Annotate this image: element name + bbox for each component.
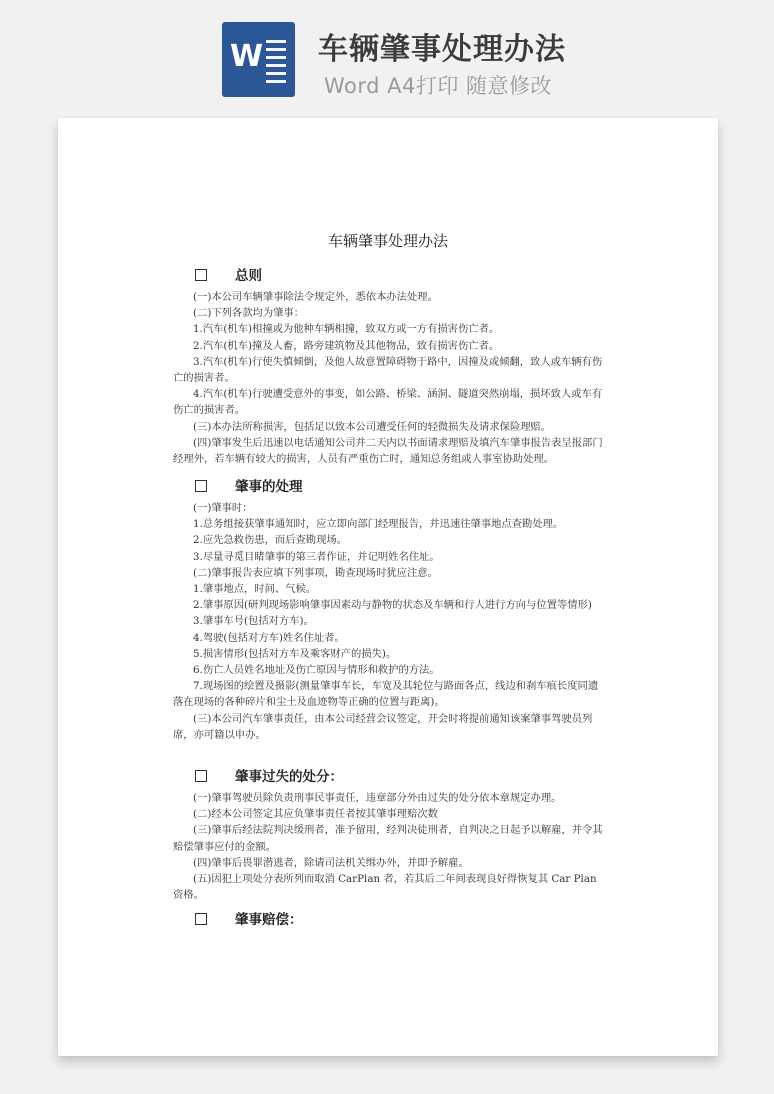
paragraph: (三)本公司汽车肇事责任，由本公司经营会议签定，开会时将提前通知该案肇事驾驶员列席，亦可籍以申办。	[173, 712, 593, 741]
checkbox-square-icon	[195, 480, 207, 492]
word-letter: W	[230, 39, 264, 74]
paragraph: (二)肇事报告表应填下列事项，勘查现场时犹应注意。	[193, 566, 438, 579]
paragraph: 2.应先急救伤患，而后查勘现场。	[193, 534, 347, 547]
paragraph: 6.伤亡人员姓名地址及伤亡原因与情形和救护的方法。	[193, 664, 440, 677]
word-icon-lines	[266, 40, 286, 88]
checkbox-square-icon	[195, 269, 207, 281]
document-page	[58, 118, 718, 1056]
paragraph: 3.汽车(机车)行使失慎倾倒，及他人故意置障碍物于路中，因撞及或倾翻，致人或车辆有伤亡的损害者。	[173, 355, 603, 385]
paragraph: 5.损害情形(包括对方车及乘客财产的损失)。	[193, 647, 397, 660]
paragraph: (五)因犯上项处分表所列而取消 CarPlan 者，若其后二年间表现良好得恢复其 Car Plan 资格。	[173, 873, 597, 902]
document-title: 车辆肇事处理办法	[327, 232, 448, 250]
section-heading-handling: 肇事的处理	[195, 475, 303, 495]
section-body-general	[173, 289, 603, 467]
paragraph: 3.肇事车号(包括对方车)。	[193, 615, 314, 628]
paragraph: 4.驾驶(包括对方车)姓名住址者。	[193, 631, 345, 644]
section-heading-general: 总则	[195, 264, 262, 284]
paragraph: (二)经本公司签定其应负肇事责任者按其肇事理赔次数	[193, 808, 438, 821]
paragraph: (二)下列各款均为肇事：	[193, 307, 305, 320]
section-heading-penalty: 肇事过失的处分：	[195, 765, 343, 785]
paragraph: 1.汽车(机车)相撞或为他种车辆相撞，致双方或一方有损害伤亡者。	[193, 323, 500, 336]
paragraph: 7.现场图的绘置及摄影(测量肇事车长，车宽及其轮位与路面各点，线边和刹车痕长度同遗落在现场的各种碎片和尘土及血迹物等正确的位置与距离)。	[173, 680, 599, 709]
header-title: 车辆肇事处理办法	[318, 32, 566, 67]
checkbox-square-icon	[195, 770, 207, 782]
paragraph: (三)本办法所称损害，包括足以致本公司遭受任何的轻微损失及请求保险理赔。	[193, 420, 552, 433]
paragraph: 2.肇事原因(研判现场影响肇事因素动与静物的状态及车辆和行人进行方向与位置等情形)	[193, 599, 592, 612]
paragraph: (一)肇事驾驶员除负责刑事民事责任，违章部分外由过失的处分依本章规定办理。	[193, 792, 562, 804]
paragraph: 1.肇事地点，时间、气候。	[193, 583, 317, 596]
section-body-penalty	[173, 790, 603, 903]
paragraph: 3.尽量寻觅目睹肇事的第三者作证，并记明姓名住址。	[193, 550, 440, 563]
paragraph: (四)肇事发生后迅速以电话通知公司并二天内以书面请求理赔及填汽车肇事报告表呈报部门经理外，若车辆有较大的损害，人员有严重伤亡时，通知总务组或人事室协助处理。	[173, 436, 603, 466]
paragraph: (一)本公司车辆肇事除法令规定外，悉依本办法处理。	[193, 291, 438, 303]
section-body-handling	[173, 500, 603, 743]
header	[0, 0, 774, 112]
paragraph: (四)肇事后畏罪潜逃者，除请司法机关缉办外，并即予解雇。	[193, 856, 469, 869]
word-doc-icon	[222, 22, 295, 97]
paragraph: 2.汽车(机车)撞及人畜，路旁建筑物及其他物品，致有损害伤亡者。	[193, 339, 500, 352]
checkbox-square-icon	[195, 913, 207, 925]
section-heading-compensation: 肇事赔偿：	[195, 908, 303, 928]
paragraph: (三)肇事后经法院判决缓刑者，准予留用，经判决徒刑者，自判决之日起予以解雇，并令其赔偿肇事应付的金额。	[173, 824, 603, 853]
paragraph: 1.总务组接获肇事通知时，应立即向部门经理报告，并迅速往肇事地点查勘处理。	[193, 518, 564, 531]
paragraph: 4.汽车(机车)行驶遭受意外的事变，如公路、桥梁、涵洞、隧道突然崩塌，损坏致人或车有伤亡的损害者。	[173, 388, 603, 417]
header-subtitle: Word A4打印 随意修改	[324, 74, 553, 98]
paragraph: (一)肇事时：	[193, 502, 253, 514]
